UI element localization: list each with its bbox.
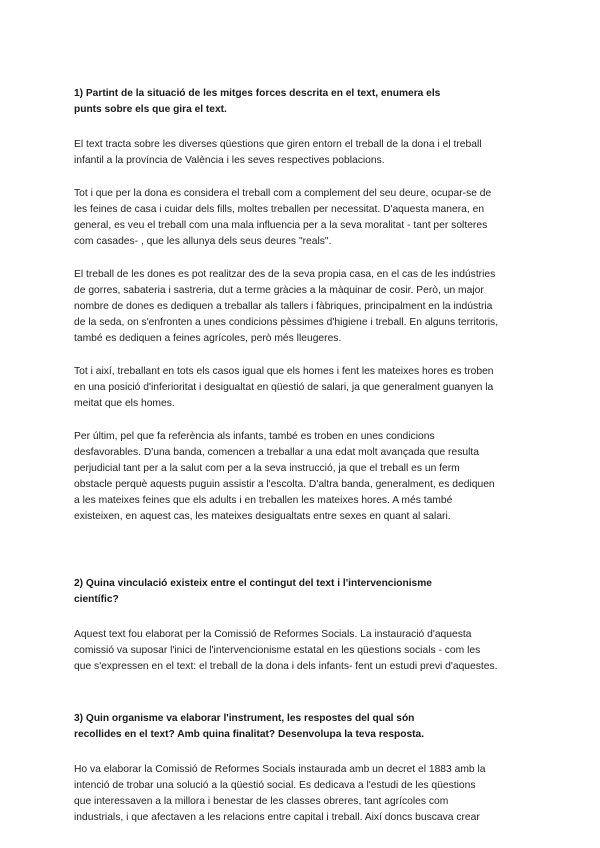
text-line: també es dediquen a feines agrícoles, però més lleugeres.	[74, 333, 342, 344]
text-line: existeixen, en aquest cas, les mateixes desigualtats entre sexes en quant al salari.	[74, 511, 451, 522]
text-line: El text tracta sobre les diverses qüestions que giren entorn el treball de la dona i el treball	[74, 139, 482, 150]
text-line: que s'expressen en el text: el treball de la dona i dels infants- fent un estudi previ d'aquestes.	[74, 661, 498, 672]
text-line: Aquest text fou elaborat per la Comissió de Reformes Socials. La instauració d'aquesta	[74, 629, 472, 640]
document-page	[74, 86, 526, 826]
text-line: infantil a la província de València i les seves respectives poblacions.	[74, 155, 385, 166]
text-line: com casades- , que les allunya dels seus deures "reals".	[74, 236, 332, 247]
question-line: 3) Quin organisme va elaborar l'instrument, les respostes del qual són	[74, 713, 415, 724]
question-line: 2) Quina vinculació existeix entre el contingut del text i l'intervencionisme	[74, 578, 432, 589]
text-line: a les mateixes feines que els adults i en treballen les mateixes hores. A més també	[74, 495, 453, 506]
text-line: Ho va elaborar la Comissió de Reformes Socials instaurada amb un decret el 1883 amb la	[74, 764, 486, 775]
question-line: punts sobre els que gira el text.	[74, 104, 227, 115]
q1-paragraph-1	[74, 137, 526, 169]
text-line: Tot i així, treballant en tots els casos igual que els homes i fent les mateixes hores es troben	[74, 366, 494, 377]
question-line: científic?	[74, 594, 119, 605]
text-line: desfavorables. D'una banda, comencen a treballar a una edat molt avançada que resulta	[74, 447, 479, 458]
question-1-heading	[74, 86, 526, 118]
text-line: Per últim, pel que fa referència als infants, també es troben en unes condicions	[74, 431, 435, 442]
text-line: Tot i que per la dona es considera el treball com a complement del seu deure, ocupar-se de	[74, 188, 492, 199]
q2-paragraph-1	[74, 627, 526, 675]
text-line: en una posició d'inferioritat i desigualtat en qüestió de salari, ja que generalment guanyen la	[74, 382, 494, 393]
text-line: comissió va suposar l'inici de l'intervencionisme estatal en les qüestions socials - com les	[74, 645, 481, 656]
text-line: perjudicial tant per a la salut com per a la seva instrucció, ja que el treball es un ferm	[74, 463, 460, 474]
text-line: industrials, i que afectaven a les relacions entre capital i treball. Així doncs buscava crear	[74, 812, 480, 823]
question-3-heading	[74, 711, 526, 743]
question-line: 1) Partint de la situació de les mitges forces descrita en el text, enumera els	[74, 88, 441, 99]
question-line: recollides en el text? Amb quina finalitat? Desenvolupa la teva resposta.	[74, 729, 425, 740]
text-line: de la seda, on s'enfronten a unes condicions pèssimes d'higiene i treball. En alguns territoris,	[74, 317, 499, 328]
text-line: meitat que els homes.	[74, 398, 175, 409]
q1-paragraph-5	[74, 429, 526, 525]
text-line: obstacle perquè aquests puguin assistir a l'escolta. D'altra banda, generalment, es dediquen	[74, 479, 495, 490]
text-line: que interessaven a la millora i benestar de les classes obreres, tant agrícoles com	[74, 796, 449, 807]
text-line: El treball de les dones es pot realitzar des de la seva propia casa, en el cas de les indústries	[74, 269, 496, 280]
q1-paragraph-4	[74, 364, 526, 412]
q3-paragraph-1	[74, 762, 526, 826]
text-line: de gorres, sabateria i sastreria, dut a terme gràcies a la màquinar de cosir. Però, un major	[74, 285, 484, 296]
text-line: les feines de casa i cuidar dels fills, moltes treballen per necessitat. D'aquesta manera, en	[74, 204, 485, 215]
q1-paragraph-2	[74, 186, 526, 250]
q1-paragraph-3	[74, 267, 526, 347]
question-2-heading	[74, 576, 526, 608]
text-line: nombre de dones es dediquen a treballar als tallers i fàbriques, principalment en la indústria	[74, 301, 493, 312]
text-line: intenció de trobar una solució a la qüestió social. Es dedicava a l'estudi de les qüestions	[74, 780, 476, 791]
text-line: general, es veu el treball com una mala influencia per a la seva moralitat - tant per solteres	[74, 220, 488, 231]
